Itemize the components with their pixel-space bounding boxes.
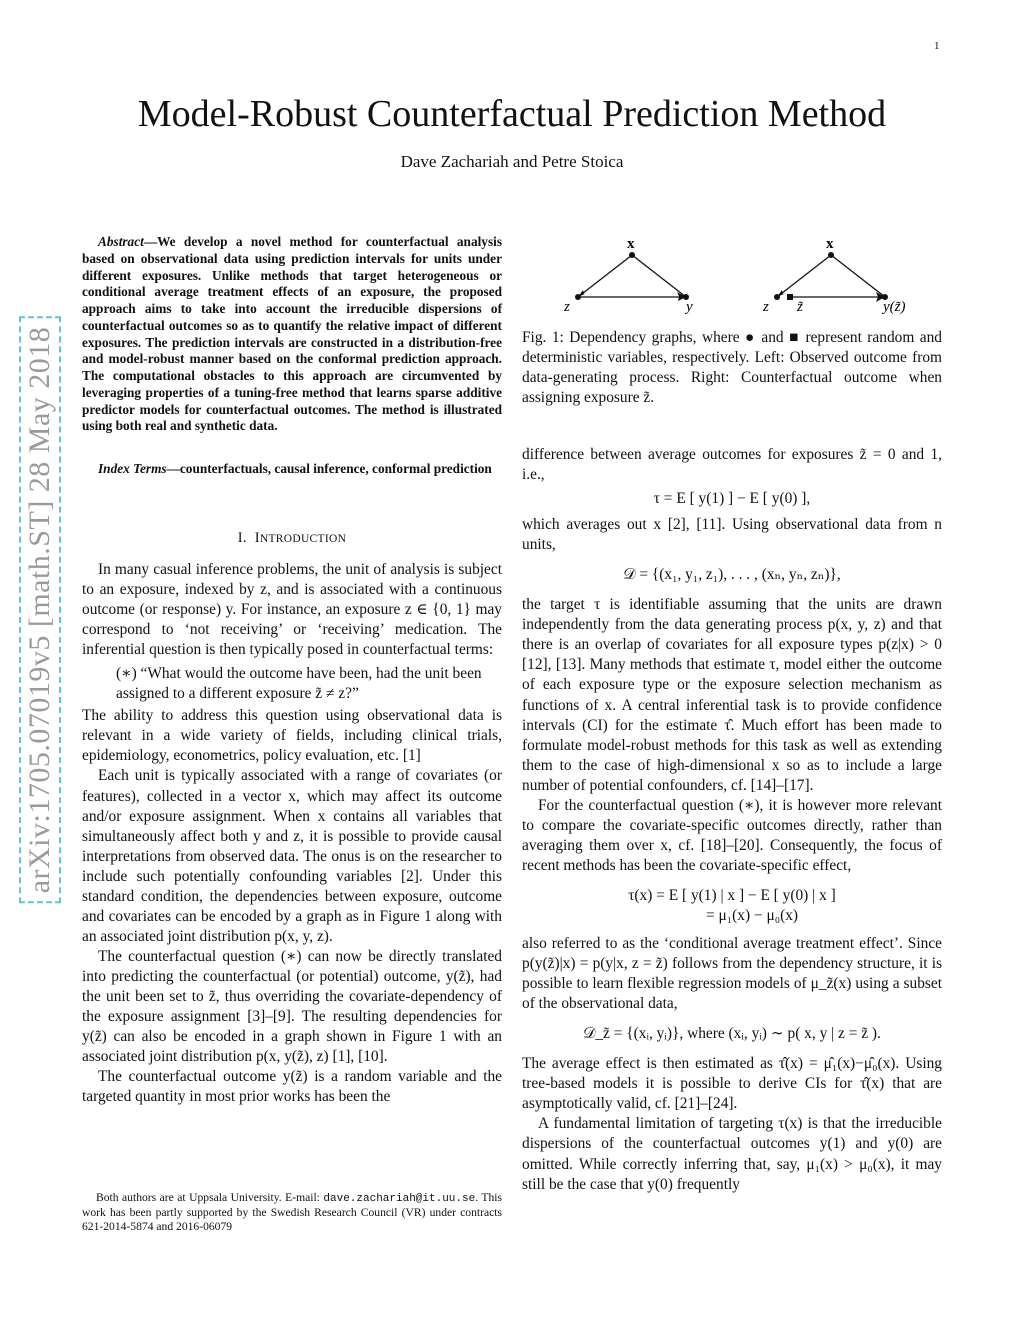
edge-x-z xyxy=(578,255,632,297)
right-column-body xyxy=(522,445,942,1195)
footnote-text: Both authors are at Uppsala University. E-mail: xyxy=(96,1191,324,1204)
section-number: I. xyxy=(237,530,247,546)
paragraph: the target τ is identifiable assuming that the units are drawn independently from the data generating process p(x, y, z) and that there is an overlap of covariates for all exposure types p(z|x) > 0 [12], [13]. Many methods that estimate τ, model either the outcome of each exposure type or the exposure selection mechanism as functions of x. A central inferential task is to provide confidence intervals (CI) for the estimate τ̂. Much effort has been made to formulate model-robust methods for this task as well as extending them to the case of high-dimensional x so as to include a large number of potential confounders, cf. [14]–[17]. xyxy=(522,596,942,794)
paragraph: difference between average outcomes for exposures z̃ = 0 and 1, i.e., xyxy=(522,446,942,484)
footnote xyxy=(82,1191,502,1235)
edge-x-y xyxy=(831,255,885,297)
paragraph: which averages out x [2], [11]. Using observational data from n units, xyxy=(522,516,942,554)
node-z xyxy=(575,294,581,300)
abstract-text: —We develop a novel method for counterfactual analysis based on observational data using prediction intervals for units under different exposures. Unlike methods that target heterogeneous or conditional average treatment effects of an exposure, the proposed approach aims to take into account the irreducible dispersions of counterfactual outcomes so as to quantify the relative impact of different exposures. The prediction intervals are constructed in a distribution-free and model-robust manner based on the conformal prediction approach. The computational obstacles to this approach are circumvented by leveraging properties of a tuning-free method that learns sparse additive predictor models for counterfactual outcomes. The method is illustrated using both real and synthetic data. xyxy=(82,234,502,434)
paragraph: The average effect is then estimated as τ̂(x) = μ̂₁(x)−μ̂₀(x). Using tree-based models it is possible to derive CIs for τ̂(x) that are asymptotically valid, cf. [21]–[24]. xyxy=(522,1055,942,1113)
paragraph: In many casual inference problems, the unit of analysis is subject to an exposure, indexed by z, and is associated with a continuous outcome (or response) y. For instance, an exposure z ∈ {0, 1} may correspond to ‘not receiving’ or ‘receiving’ medication. The inferential question is then typically posed in counterfactual terms: xyxy=(82,561,502,659)
footnote-text-after: . This work has been partly supported by the Swedish Research Council (VR) under contracts 621-2014-5874 and 2016-06079 xyxy=(82,1191,502,1234)
paragraph: A fundamental limitation of targeting τ(x) is that the irreducible dispersions of the counterfactual outcomes y(1) and y(0) are omitted. While correctly inferring that, say, μ₁(x) > μ₀(x), it may still be the case that y(0) frequently xyxy=(522,1115,942,1193)
label-ztilde: z̃ xyxy=(797,299,803,315)
left-graph xyxy=(563,236,693,315)
paper-title: Model-Robust Counterfactual Prediction Method xyxy=(137,93,887,135)
paragraph: Each unit is typically associated with a range of covariates (or features), collected in a vector x, which may affect its outcome and/or exposure assignment. When x contains all variables that simultaneously affect both y and z, it is possible to provide causal interpretations from observed data. The onus is on the researcher to include such potentially confounding variables [2]. Under this standard condition, the dependencies between exposure, outcome and covariates can be encoded by a graph as in Figure 1 along with an associated joint distribution p(x, y, z). xyxy=(82,767,502,945)
node-ztilde xyxy=(787,294,793,300)
equation-dataset: 𝒟 = {(x₁, y₁, z₁), . . . , (xₙ, yₙ, zₙ)}, xyxy=(623,566,841,584)
section-title-rest: NTRODUCTION xyxy=(259,533,347,545)
label-z: z xyxy=(763,299,769,315)
equation-subset: 𝒟_z̃ = {(xᵢ, yᵢ)}, where (xᵢ, yᵢ) ∼ p( x, y | z = z̃ ). xyxy=(583,1025,881,1043)
counterfactual-question: (∗) “What would the outcome have been, had the unit been assigned to a different exposure z̃ ≠ z?” xyxy=(116,665,482,703)
abstract xyxy=(82,234,502,435)
label-y: y xyxy=(686,299,693,315)
edge-x-y xyxy=(632,255,686,297)
node-x xyxy=(828,252,834,258)
index-terms-text: —counterfactuals, causal inference, conformal prediction xyxy=(166,461,492,476)
page-number: 1 xyxy=(934,40,940,52)
equation-tau-x-line2: = μ₁(x) − μ₀(x) xyxy=(705,906,799,924)
equation-tau: τ = E [ y(1) ] − E [ y(0) ], xyxy=(653,490,811,508)
equation-tau-x: τ(x) = E [ y(1) | x ] − E [ y(0) | x ] xyxy=(628,886,836,904)
label-x: x xyxy=(826,236,834,252)
index-terms-label: Index Terms xyxy=(98,461,167,476)
node-x xyxy=(629,252,635,258)
index-terms xyxy=(82,461,502,478)
right-graph xyxy=(762,236,906,315)
node-z xyxy=(774,294,780,300)
paragraph: The ability to address this question using observational data is relevant in a wide variety of fields, including clinical trials, epidemiology, econometrics, policy evaluation, etc. [1] xyxy=(82,707,502,765)
paragraph: The counterfactual outcome y(z̃) is a random variable and the targeted quantity in most prior works has been the xyxy=(82,1068,502,1106)
figure-caption: Fig. 1: Dependency graphs, where ● and ■ represent random and deterministic variables, respectively. Left: Observed outcome from data-generating process. Right: Counterfactual outcome when assigning exposure z̃. xyxy=(522,329,942,407)
arxiv-stamp[interactable]: arXiv:1705.07019v5 [math.ST] 28 May 2018 xyxy=(19,317,61,904)
section-title-first: I xyxy=(254,530,260,546)
label-x: x xyxy=(627,236,635,252)
left-column-body xyxy=(82,560,502,1107)
abstract-label: Abstract xyxy=(98,234,144,249)
dependency-graph-figure xyxy=(540,230,940,325)
paragraph: also referred to as the ‘conditional average treatment effect’. Since p(y(z̃)|x) = p(y|x, z = z̃) follows from the dependency structure, it is possible to learn flexible regression models of μ_z̃(x) using a subset of the observational data, xyxy=(522,935,942,1013)
footnote-email[interactable]: dave.zachariah@it.uu.se xyxy=(323,1193,476,1205)
paragraph: For the counterfactual question (∗), it is however more relevant to compare the covariate-specific outcomes directly, rather than averaging them over x, cf. [18]–[20]. Consequently, the focus of recent methods has been the covariate-specific effect, xyxy=(522,796,942,874)
paragraph: The counterfactual question (∗) can now be directly translated into predicting the counterfactual (or potential) outcome, y(z̃), had the unit been set to z̃, thus overriding the covariate-dependency of the exposure assignment [3]–[9]. The resulting dependencies for y(z̃) can also be encoded in a graph shown in Figure 1 with an associated joint distribution p(x, y(z̃), z) [1], [10]. xyxy=(82,947,502,1066)
edge-x-z xyxy=(777,255,831,297)
paper-authors: Dave Zachariah and Petre Stoica xyxy=(400,152,624,171)
label-y-ztilde: y(z̃) xyxy=(883,299,906,315)
label-z: z xyxy=(564,299,570,315)
section-heading xyxy=(82,530,502,547)
